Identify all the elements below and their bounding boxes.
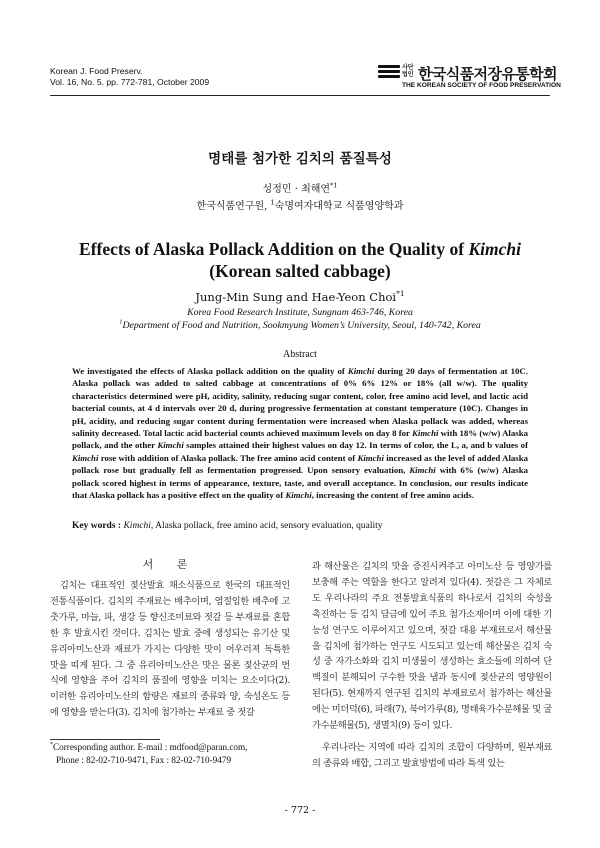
abstract-text: increased as the level of added Alaska pollack rose but gradually fell as fermentation progressed. Upon sensory evaluation, (72, 452, 529, 476)
keywords-italic: Kimchi, (123, 521, 154, 531)
footnote-star: * (50, 741, 53, 748)
keywords-label: Key words (72, 521, 116, 531)
page-number: - 772 - (284, 805, 316, 816)
society-name-korean: 한국식품저장유통학회 (418, 65, 557, 83)
keywords: Key words : Kimchi, Alaska pollack, free amino acid, sensory evaluation, quality (72, 521, 383, 531)
authors-english-sup: *1 (396, 289, 405, 299)
title-english-post: (Korean salted cabbage) (209, 261, 391, 281)
journal-volume: Vol. 16, No. 5. pp. 772-781, October 2009 (50, 77, 210, 87)
footnote-phone: Phone : 82-02-710-9471, Fax : 82-02-710-9479 (56, 755, 232, 765)
affiliation-english-1: Korea Food Research Institute, Sungnam 463-746, Korea (187, 307, 413, 318)
title-english-pre: Effects of Alaska Pollack Addition on the Quality of (79, 239, 469, 259)
title-english (60, 238, 540, 282)
abstract-heading: Abstract (283, 349, 317, 360)
title-english-italic: Kimchi (468, 239, 521, 259)
abstract-italic: Kimchi (285, 490, 312, 501)
affiliation-korean-2: 숙명여자대학교 식품영양학과 (274, 201, 404, 212)
abstract-italic: Kimchi (357, 452, 384, 463)
affiliation-korean-1: 한국식품연구원, (196, 201, 271, 212)
footnote-email-text: Corresponding author. E-mail : mdfood@paran.com, (52, 742, 248, 752)
footnote-divider (50, 739, 160, 740)
intro-paragraph: 김치는 대표적인 젖산발효 채소식품으로 한국의 대표적인 전통식품이다. 김치의 주재료는 배추이며, 염절임한 배추에 고춧가루, 마늘, 파, 생강 등 향신조미료와 젓갈 등 부재료를 혼합한 후 발효시킨 것이다. 김치는 발효 중에 생성되는 유기산 및 유리아미노산과 재료가 가지는 다양한 맛이 어우러져 독특한 맛을 띠게 된다. 그 중 유리아미노산은 맛은 물론 젖산균의 번식에 영향을 주어 김치의 품질에 영향을 미치는 요소이다(2). 이러한 유리아미노산의 함량은 재료의 종류와 양, 숙성온도 등에 영향을 받는다(3). 김치에 첨가하는 부재료 중 젓갈 (50, 580, 290, 719)
affiliation-english-2-text: Department of Food and Nutrition, Sookmyung Women’s University, Seoul, 140-742, Korea (122, 320, 481, 331)
section-heading-intro: 서 론 (142, 558, 198, 571)
abstract-body (72, 365, 528, 501)
footnote-email (50, 741, 310, 754)
society-name-english: THE KOREAN SOCIETY OF FOOD PRESERVATION (402, 82, 561, 89)
abstract-italic: Kimchi (157, 440, 184, 451)
abstract-italic: Kimchi (409, 465, 436, 476)
keywords-list: Alaska pollack, free amino acid, sensory evaluation, quality (153, 521, 383, 531)
abstract-text: , increasing the content of free amino acids. (311, 490, 474, 501)
left-column (50, 578, 290, 721)
authors-korean-sup: *1 (330, 181, 338, 190)
title-korean: 명태를 첨가한 김치의 품질특성 (208, 151, 392, 167)
society-emblem-icon (378, 65, 400, 81)
abstract-text: samples attained their highest values on day 12. In terms of color, the L, a, and b values of (183, 440, 528, 451)
affiliation-english-2 (40, 320, 560, 331)
abstract-text: with 6% (w/w) Alaska pollack scored highest in terms of appearance, texture, taste, and overall acceptance. In conclusion, our results indicate that Alaska pollack has a positive effect on the quality of (72, 465, 528, 501)
intro-paragraph-2: 우리나라는 지역에 따라 김치의 조합이 다양하며, 원부재료의 종류와 배합, 그리고 발효방법에 따라 특색 있는 (312, 741, 552, 769)
header-divider (50, 95, 550, 96)
authors-english (40, 290, 560, 304)
abstract-italic: Kimchi (412, 428, 439, 439)
right-column (312, 559, 552, 772)
abstract-text: with 18% (w/w) Alaska pollack, and the other (72, 428, 528, 451)
abstract-italic: Kimchi (72, 452, 99, 463)
society-logo (378, 63, 561, 91)
society-type-label: 사단 법인 (402, 65, 414, 78)
affiliation-english-2-sup: 1 (119, 318, 123, 326)
abstract-text: during 20 days of fermentation at 10C. Alaska pollack was added to salted cabbage at concentrations of 0% 6% 12% or 18% (all w/w). The quality characteristics determined were pH, acidity, salinity, reducing sugar content, color, free amino acid level, and lactic acid bacterial counts, at 4 d intervals over 20 d, during progressive fermentation at constant temperature (10C). Changes in pH, acidity, and reducing sugar content during fermentation were increased when Alaska pollack was added, whereas salinity decreased. Total lactic acid bacterial counts achieved maximum levels on day 8 for (72, 366, 528, 439)
abstract-text: We investigated the effects of Alaska pollack addition on the quality of (72, 366, 348, 376)
affiliation-korean-sup: 1 (270, 198, 275, 207)
intro-paragraph-continued: 과 해산물은 김치의 맛을 증진시켜주고 아미노산 등 영양가를 보충해 주는 역할을 한다고 알려져 있다(4). 젓갈은 그 자체로도 우리나라의 주요 전통발효식품의 하나로서 김치의 숙성을 촉진하는 등 김치 담금에 있어 주요 첨가소재이며 이에 대한 기능성 연구도 이루어지고 있으며, 젓갈 대용 부재료로서 해산물을 김치에 첨가하는 연구도 시도되고 있는데 해산물은 김치 숙성 중 자가소화와 김치 미생물이 생성하는 효소들에 의하여 단백질이 분해되어 구수한 맛을 냄과 동시에 젖산균의 영양원이 된다(5). 현재까지 연구된 김치의 부재료로서 첨가하는 해산물에는 미더덕(6), 파래(7), 북어가루(8), 명태육가수분해물 및 굴가수분해물(5), 생멸치(9) 등이 있다. (312, 561, 553, 732)
authors-english-text: Jung-Min Sung and Hae-Yeon Choi (195, 290, 397, 304)
abstract-text: rose with addition of Alaska pollack. The free amino acid content of (98, 452, 358, 463)
journal-name: Korean J. Food Preserv. (50, 66, 143, 76)
affiliation-korean (40, 197, 560, 212)
journal-citation (50, 66, 209, 88)
footnote (50, 741, 310, 767)
authors-korean-text: 성정민 · 최해연 (262, 184, 331, 195)
authors-korean (40, 180, 560, 195)
abstract-italic: Kimchi (347, 366, 375, 376)
